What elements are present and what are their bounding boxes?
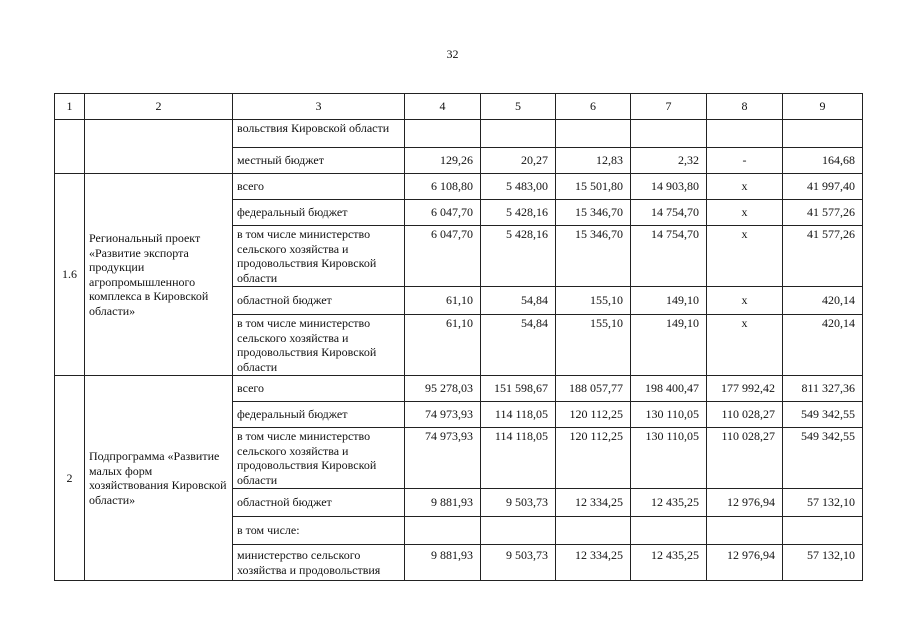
value-cell: 114 118,05 [481, 428, 556, 489]
table-row [55, 174, 863, 200]
source-cell: местный бюджет [233, 148, 405, 174]
value-cell: 6 047,70 [405, 226, 481, 287]
value-cell: 61,10 [405, 287, 481, 315]
value-cell: 9 503,73 [481, 545, 556, 581]
value-cell: 188 057,77 [556, 376, 631, 402]
value-cell: х [707, 174, 783, 200]
value-cell: 20,27 [481, 148, 556, 174]
table-row [55, 120, 863, 148]
value-cell: 6 108,80 [405, 174, 481, 200]
value-cell: - [707, 148, 783, 174]
value-cell: 120 112,25 [556, 402, 631, 428]
program-name-cell: Региональный проект «Развитие экспорта продукции агропромышленного комплекса в Кировской области» [85, 174, 233, 376]
row-number-cell [55, 120, 85, 174]
value-cell [556, 517, 631, 545]
value-cell: 2,32 [631, 148, 707, 174]
source-cell: федеральный бюджет [233, 200, 405, 226]
header-cell: 4 [405, 94, 481, 120]
value-cell: 149,10 [631, 287, 707, 315]
value-cell: 15 346,70 [556, 200, 631, 226]
value-cell: 14 754,70 [631, 200, 707, 226]
value-cell: 549 342,55 [783, 428, 863, 489]
value-cell [783, 120, 863, 148]
header-cell: 6 [556, 94, 631, 120]
value-cell: 12,83 [556, 148, 631, 174]
header-cell: 9 [783, 94, 863, 120]
source-cell: всего [233, 376, 405, 402]
value-cell: 57 132,10 [783, 545, 863, 581]
header-cell: 3 [233, 94, 405, 120]
value-cell: 12 334,25 [556, 489, 631, 517]
header-cell: 5 [481, 94, 556, 120]
value-cell: 110 028,27 [707, 428, 783, 489]
value-cell: 41 997,40 [783, 174, 863, 200]
value-cell: 14 903,80 [631, 174, 707, 200]
value-cell [405, 120, 481, 148]
source-cell: министерство сельского хозяйства и продовольствия [233, 545, 405, 581]
header-cell: 1 [55, 94, 85, 120]
value-cell: 6 047,70 [405, 200, 481, 226]
value-cell: 130 110,05 [631, 428, 707, 489]
source-cell: областной бюджет [233, 287, 405, 315]
budget-table [54, 93, 863, 581]
value-cell: 110 028,27 [707, 402, 783, 428]
value-cell: 811 327,36 [783, 376, 863, 402]
source-cell: областной бюджет [233, 489, 405, 517]
value-cell [405, 517, 481, 545]
value-cell: 15 501,80 [556, 174, 631, 200]
value-cell: 114 118,05 [481, 402, 556, 428]
row-number-cell: 2 [55, 376, 85, 581]
value-cell: 129,26 [405, 148, 481, 174]
value-cell: 12 435,25 [631, 489, 707, 517]
source-cell: в том числе министерство сельского хозяйства и продовольствия Кировской области [233, 428, 405, 489]
source-cell: федеральный бюджет [233, 402, 405, 428]
value-cell: 149,10 [631, 315, 707, 376]
value-cell: 9 503,73 [481, 489, 556, 517]
value-cell: 549 342,55 [783, 402, 863, 428]
value-cell: 151 598,67 [481, 376, 556, 402]
value-cell: 5 428,16 [481, 226, 556, 287]
header-cell: 8 [707, 94, 783, 120]
value-cell: 74 973,93 [405, 428, 481, 489]
value-cell: 420,14 [783, 287, 863, 315]
value-cell [783, 517, 863, 545]
value-cell [481, 517, 556, 545]
value-cell: 420,14 [783, 315, 863, 376]
header-row [55, 94, 863, 120]
value-cell: 12 334,25 [556, 545, 631, 581]
value-cell [481, 120, 556, 148]
program-name-cell: Подпрограмма «Развитие малых форм хозяйствования Кировской области» [85, 376, 233, 581]
value-cell: 54,84 [481, 287, 556, 315]
value-cell: 54,84 [481, 315, 556, 376]
table-row [55, 376, 863, 402]
value-cell [556, 120, 631, 148]
value-cell: 12 976,94 [707, 545, 783, 581]
value-cell: 198 400,47 [631, 376, 707, 402]
source-cell: в том числе: [233, 517, 405, 545]
value-cell: 155,10 [556, 315, 631, 376]
value-cell: 95 278,03 [405, 376, 481, 402]
source-cell: в том числе министерство сельского хозяйства и продовольствия Кировской области [233, 315, 405, 376]
value-cell: 9 881,93 [405, 489, 481, 517]
value-cell: 14 754,70 [631, 226, 707, 287]
value-cell: 61,10 [405, 315, 481, 376]
value-cell [707, 120, 783, 148]
source-cell: всего [233, 174, 405, 200]
value-cell: 41 577,26 [783, 200, 863, 226]
value-cell: х [707, 315, 783, 376]
source-cell: вольствия Кировской области [233, 120, 405, 148]
value-cell: 120 112,25 [556, 428, 631, 489]
value-cell: 74 973,93 [405, 402, 481, 428]
header-cell: 7 [631, 94, 707, 120]
value-cell [631, 517, 707, 545]
page-number: 32 [446, 47, 459, 61]
value-cell [631, 120, 707, 148]
value-cell [707, 517, 783, 545]
value-cell: х [707, 287, 783, 315]
value-cell: 57 132,10 [783, 489, 863, 517]
value-cell: 5 483,00 [481, 174, 556, 200]
value-cell: 15 346,70 [556, 226, 631, 287]
header-cell: 2 [85, 94, 233, 120]
row-number-cell: 1.6 [55, 174, 85, 376]
value-cell: 177 992,42 [707, 376, 783, 402]
value-cell: 155,10 [556, 287, 631, 315]
value-cell: 9 881,93 [405, 545, 481, 581]
value-cell: 41 577,26 [783, 226, 863, 287]
value-cell: х [707, 200, 783, 226]
value-cell: 12 976,94 [707, 489, 783, 517]
source-cell: в том числе министерство сельского хозяйства и продовольствия Кировской области [233, 226, 405, 287]
program-name-cell [85, 120, 233, 174]
value-cell: 12 435,25 [631, 545, 707, 581]
value-cell: 130 110,05 [631, 402, 707, 428]
value-cell: 5 428,16 [481, 200, 556, 226]
value-cell: 164,68 [783, 148, 863, 174]
value-cell: х [707, 226, 783, 287]
